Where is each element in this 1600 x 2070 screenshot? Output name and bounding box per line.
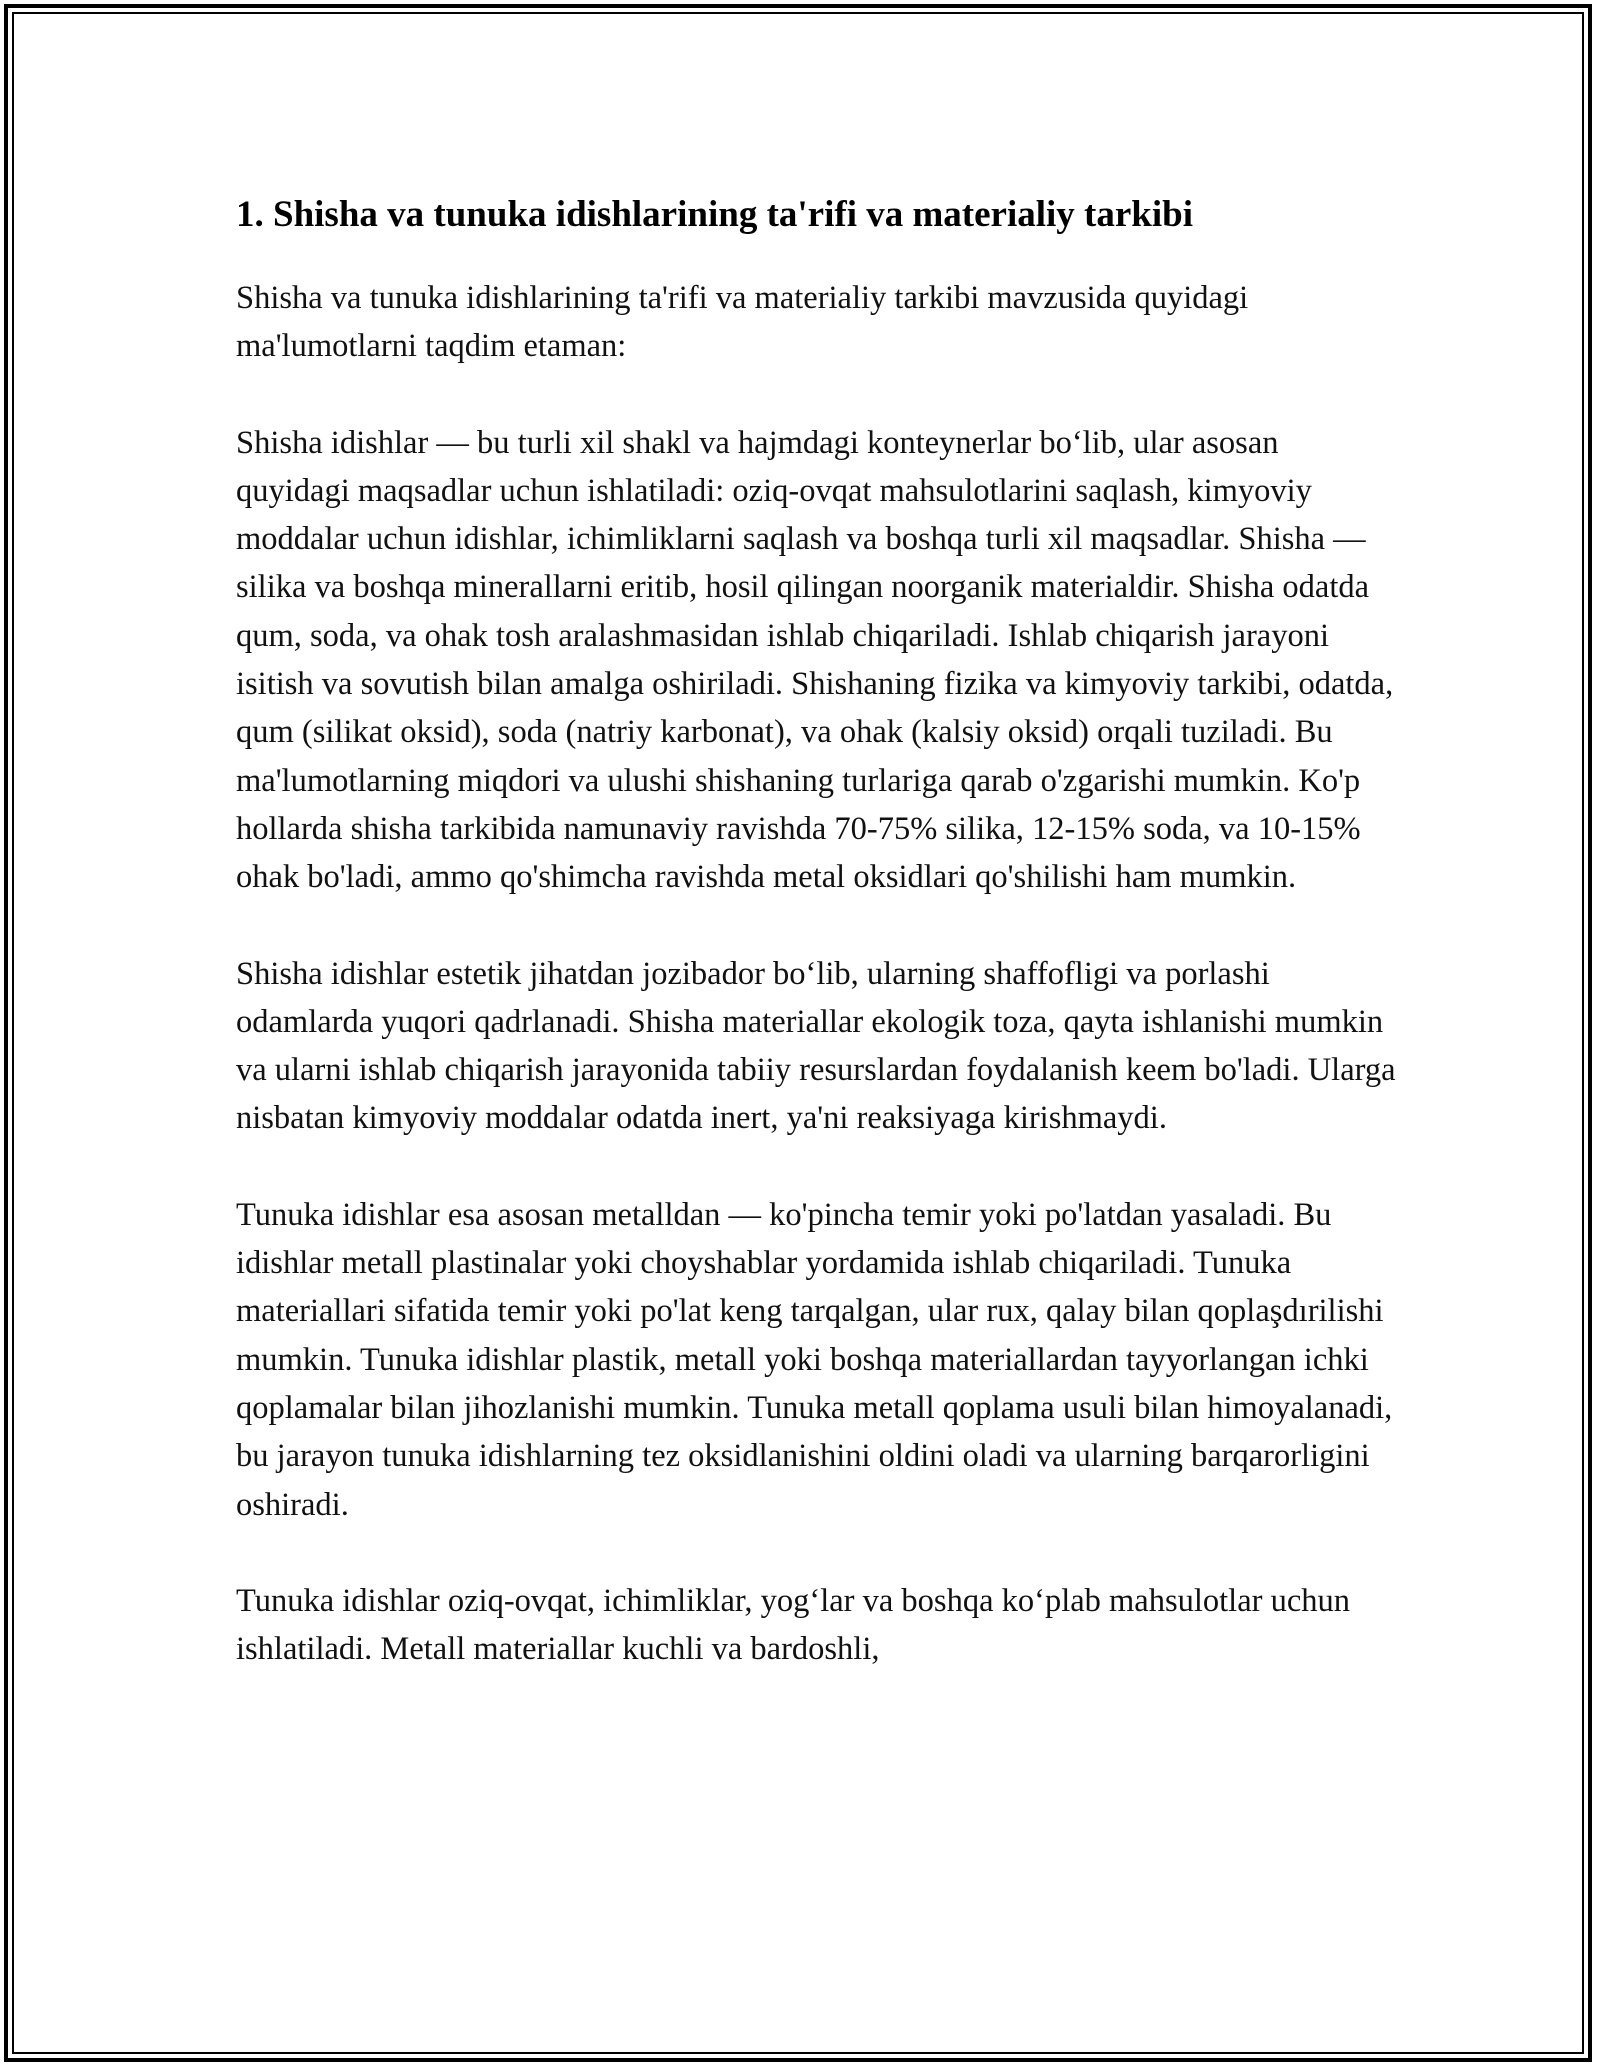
tin-usage-paragraph: Tunuka idishlar oziq-ovqat, ichimliklar, yog‘lar va boshqa ko‘plab mahsulotlar uchun ishlatiladi. Metall materiallar kuchli va bardoshli, bbox=[236, 1582, 1351, 1668]
section-heading: 1. Shisha va tunuka idishlarining ta'rifi va materialiy tarkibi bbox=[236, 194, 1194, 235]
glass-properties-paragraph: Shisha idishlar estetik jihatdan jozibador bo‘lib, ularning shaffofligi va porlashi odamlarda yuqori qadrlanadi. Shisha materiallar ekologik toza, qayta ishlanishi mumkin va ularni ishlab chiqarish jarayonida tabiiy resurslardan foydalanish keem bo'ladi. Ularga nisbatan kimyoviy moddalar odatda inert, ya'ni reaksiyaga kirishmaydi. bbox=[236, 955, 1396, 1137]
document-body bbox=[236, 186, 1396, 1721]
tin-definition-paragraph: Tunuka idishlar esa asosan metalldan — ko'pincha temir yoki po'latdan yasaladi. Bu idishlar metall plastinalar yoki choyshablar yordamida ishlab chiqariladi. Tunuka materiallari sifatida temir yoki po'lat keng tarqalgan, ular rux, qalay bilan qoplaşdırilishi mumkin. Tunuka idishlar plastik, metall yoki boshqa materiallardan tayyorlangan ichki qoplamalar bilan jihozlanishi mumkin. Tunuka metall qoplama usuli bilan himoyalanadi, bu jarayon tunuka idishlarning tez oksidlanishini oldini oladi va ularning barqarorligini oshiradi. bbox=[236, 1196, 1393, 1523]
glass-definition-paragraph: Shisha idishlar — bu turli xil shakl va hajmdagi konteynerlar bo‘lib, ular asosan quyidagi maqsadlar uchun ishlatiladi: oziq-ovqat mahsulotlarini saqlash, kimyoviy moddalar uchun idishlar, ichimliklarni saqlash va boshqa turli xil maqsadlar. Shisha — silika va boshqa minerallarni eritib, hosil qilingan noorganik materialdir. Shisha odatda qum, soda, va ohak tosh aralashmasidan ishlab chiqariladi. Ishlab chiqarish jarayoni isitish va sovutish bilan amalga oshiriladi. Shishaning fizika va kimyoviy tarkibi, odatda, qum (silikat oksid), soda (natriy karbonat), va ohak (kalsiy oksid) orqali tuziladi. Bu ma'lumotlarning miqdori va ulushi shishaning turlariga qarab o'zgarishi mumkin. Ko'p hollarda shisha tarkibida namunaviy ravishda 70-75% silika, 12-15% soda, va 10-15% ohak bo'ladi, ammo qo'shimcha ravishda metal oksidlari qo'shilishi ham mumkin. bbox=[236, 424, 1394, 896]
intro-paragraph: Shisha va tunuka idishlarining ta'rifi va materialiy tarkibi mavzusida quyidagi ma'lumotlarni taqdim etaman: bbox=[236, 280, 1249, 365]
